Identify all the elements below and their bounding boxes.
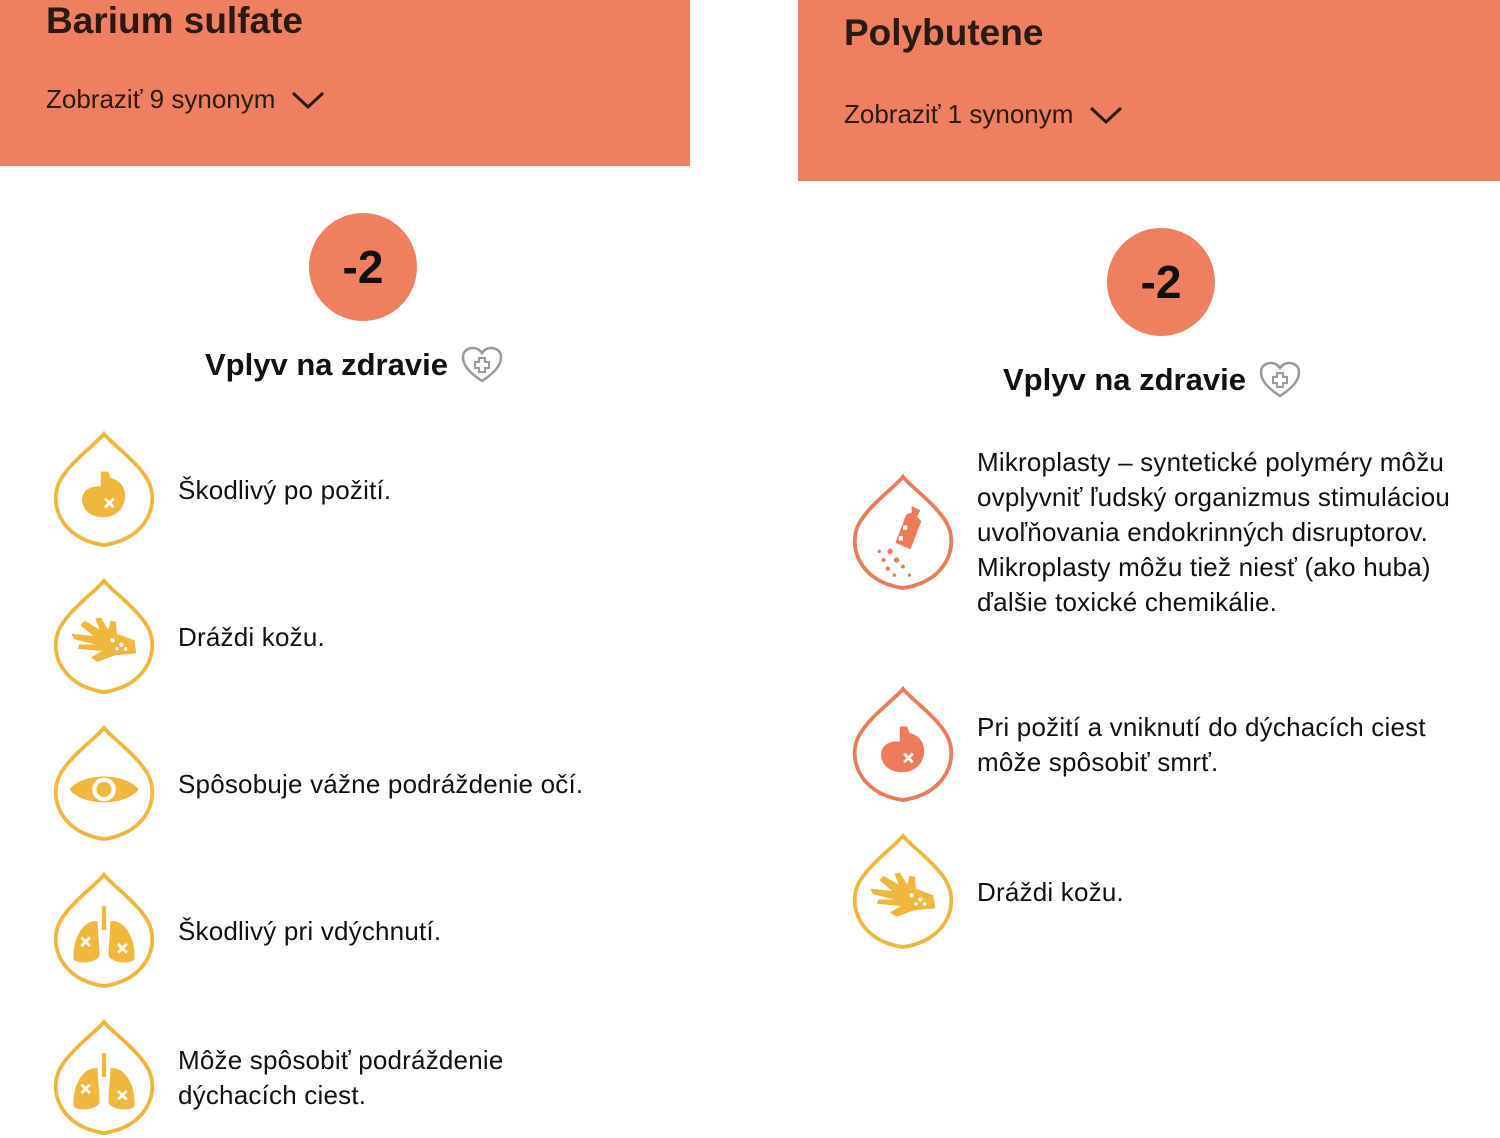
right-effect-item — [849, 832, 1479, 952]
right-effect-item — [849, 445, 1479, 620]
left-score-badge: -2 — [309, 213, 417, 321]
hand-irritation-icon — [849, 832, 957, 952]
left-health-label: Vplyv na zdravie — [205, 347, 448, 382]
left-health-heading — [205, 345, 504, 385]
left-synonyms-label: Zobraziť 9 synonym — [46, 84, 276, 114]
left-effect-item — [50, 1018, 670, 1138]
left-effect-text: Dráždi kožu. — [178, 621, 325, 652]
chevron-down-icon — [291, 90, 325, 110]
hand-irritation-icon — [50, 577, 158, 697]
lungs-icon — [50, 871, 158, 991]
eye-icon — [50, 724, 158, 844]
right-title: Polybutene — [844, 12, 1044, 53]
heart-plus-icon[interactable] — [460, 345, 504, 385]
stomach-icon — [50, 430, 158, 550]
left-effect-text: Môže spôsobiť podráždenie dýchacích ciest. — [178, 1045, 504, 1110]
heart-plus-icon[interactable] — [1258, 360, 1302, 400]
left-header — [0, 0, 690, 166]
right-health-heading — [1003, 360, 1302, 400]
lungs-icon — [50, 1018, 158, 1138]
stomach-icon — [849, 685, 957, 805]
right-score-badge: -2 — [1107, 228, 1215, 336]
left-effect-item — [50, 724, 670, 844]
left-effect-item — [50, 577, 670, 697]
right-synonyms-toggle[interactable] — [844, 99, 1123, 130]
left-title: Barium sulfate — [46, 0, 304, 41]
right-synonyms-label: Zobraziť 1 synonym — [844, 99, 1074, 129]
right-effect-text: Pri požití a vniknutí do dýchacích ciest môže spôsobiť smrť. — [977, 712, 1426, 777]
right-health-label: Vplyv na zdravie — [1003, 362, 1246, 397]
microplastic-bottle-icon — [849, 473, 957, 593]
left-effect-item — [50, 871, 670, 991]
left-effect-text: Škodlivý pri vdýchnutí. — [178, 915, 442, 946]
right-header — [798, 0, 1500, 181]
chevron-down-icon — [1089, 105, 1123, 125]
left-effect-text: Spôsobuje vážne podráždenie očí. — [178, 768, 584, 799]
right-effect-text: Dráždi kožu. — [977, 876, 1124, 907]
left-effect-item — [50, 430, 670, 550]
left-effect-text: Škodlivý po požití. — [178, 474, 392, 505]
right-effect-text: Mikroplasty – syntetické polyméry môžu ovplyvniť ľudský organizmus stimuláciou uvoľňovania endokrinných disruptorov. Mikroplasty môžu tiež niesť (ako huba) ďalšie toxické chemikálie. — [977, 447, 1451, 617]
left-synonyms-toggle[interactable] — [46, 84, 325, 115]
right-effect-item — [849, 685, 1479, 805]
